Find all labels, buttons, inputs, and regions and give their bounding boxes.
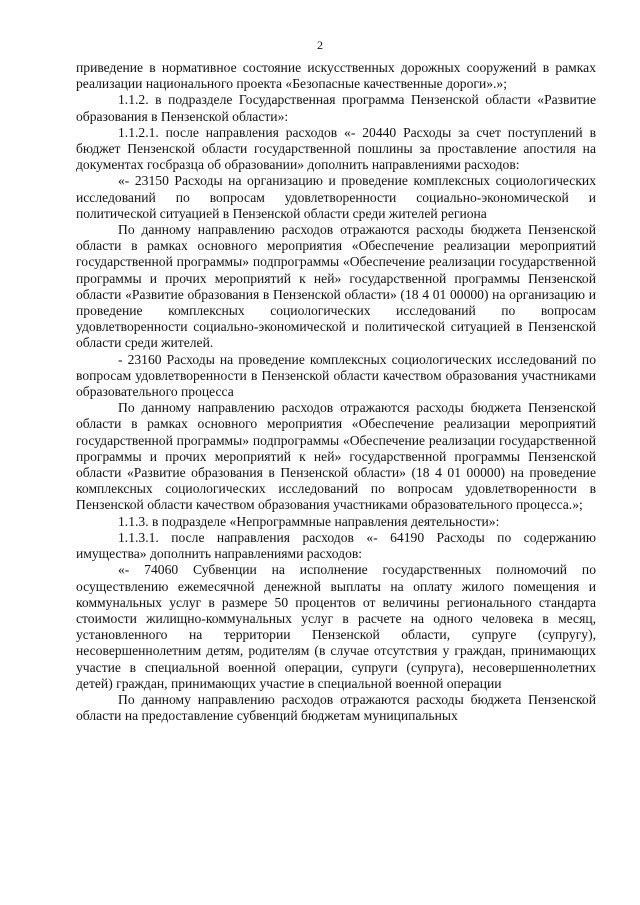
page-number: 2 bbox=[317, 38, 323, 52]
paragraph: «- 74060 Субвенции на исполнение государственных полномочий по осуществлению ежемесячной денежной выплаты на оплату жилого помещения и коммунальных услуг в размере 50 процентов от величины регионального стандарта стоимости жилищно-коммунальных услуг в расчете на одного человека в месяц, установленного на территории Пензенской области, супруге (супругу), несовершеннолетним детям, родителям (в случае отсутствия у граждан, принимающих участие в специальной военной операции, супруги (супруга), несовершеннолетних детей) граждан, принимающих участие в специальной военной операции bbox=[76, 562, 596, 691]
paragraph: 1.1.3. в подразделе «Непрограммные направления деятельности»: bbox=[118, 513, 500, 529]
paragraph: 1.1.3.1. после направления расходов «- 64190 Расходы по содержанию имущества» дополнить направлениями расходов: bbox=[76, 529, 596, 562]
paragraph: По данному направлению расходов отражаются расходы бюджета Пензенской области на предоставление субвенций бюджетам муниципальных bbox=[76, 691, 596, 724]
paragraph: «- 23150 Расходы на организацию и проведение комплексных социологических исследований по вопросам удовлетворенности социально-экономической и политической ситуацией в Пензенской области среди жителей региона bbox=[76, 173, 596, 221]
document-body bbox=[76, 60, 596, 724]
paragraph: - 23160 Расходы на проведение комплексных социологических исследований по вопросам удовлетворенности в Пензенской области качеством образования участниками образовательного процесса bbox=[76, 351, 596, 400]
paragraph: приведение в нормативное состояние искусственных дорожных сооружений в рамках реализации национального проекта «Безопасные качественные дороги».»; bbox=[76, 60, 596, 92]
paragraph: По данному направлению расходов отражаются расходы бюджета Пензенской области в рамках основного мероприятия «Обеспечение реализации мероприятий государственной программы» подпрограммы «Обеспечение реализации государственной программы и прочих мероприятий к ней» государственной программы Пензенской области «Развитие образования в Пензенской области» (18 4 01 00000) на организацию и проведение комплексных социологических исследований по вопросам удовлетворенности социально-экономической и политической ситуацией в Пензенской области среди жителей. bbox=[76, 222, 596, 351]
paragraph: 1.1.2.1. после направления расходов «- 20440 Расходы за счет поступлений в бюджет Пензенской области государственной пошлины за проставление апостиля на документах госбразца об образовании» дополнить направлениями расходов: bbox=[76, 124, 596, 173]
paragraph: 1.1.2. в подразделе Государственная программа Пензенской области «Развитие образования в Пензенской области»: bbox=[76, 92, 596, 124]
paragraph: По данному направлению расходов отражаются расходы бюджета Пензенской области в рамках основного мероприятия «Обеспечение реализации мероприятий государственной программы» подпрограммы «Обеспечение реализации государственной программы и прочих мероприятий к ней» государственной программы Пензенской области «Развитие образования в Пензенской области» (18 4 01 00000) на проведение комплексных социологических исследований по вопросам удовлетворенности в Пензенской области качеством образования участниками образовательного процесса.»; bbox=[76, 400, 596, 513]
